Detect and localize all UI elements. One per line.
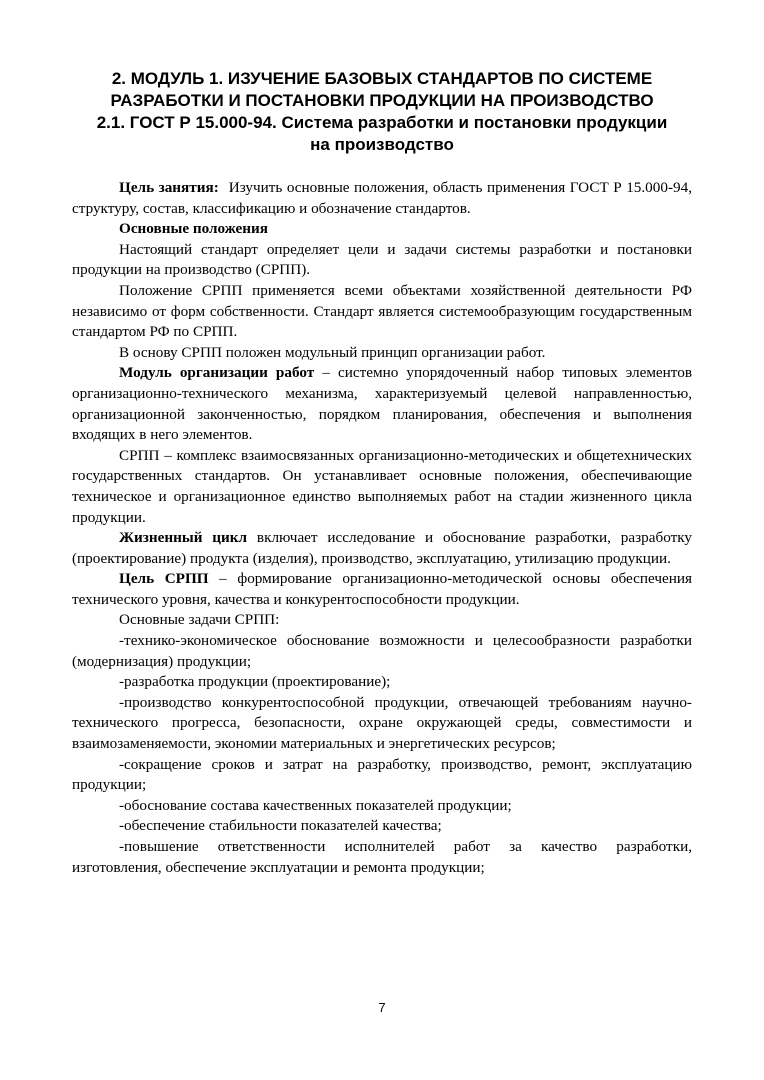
module-label: Модуль организации работ [119,364,315,382]
task-item: -производство конкурентоспособной продукции, отвечающей требованиям научно-технического прогресса, безопасности, охране окружающей среды, совместимости и взаимозаменяемости, экономии материальных и энергетических ресурсов; [72,693,692,753]
section-heading [72,68,692,156]
heading-line-3: 2.1. ГОСТ Р 15.000-94. Система разработки и постановки продукции [96,113,668,132]
lifecycle-paragraph [72,528,692,569]
task-item: -повышение ответственности исполнителей работ за качество разработки, изготовления, обеспечение эксплуатации и ремонта продукции; [72,838,692,876]
module-text: – системно упорядоченный набор типовых элементов организационно-технического механизма, характеризуемый целевой направленностью, организационной законченностью, порядком планирования, обеспечения и выполнения входящих в него элементов. [72,364,693,444]
paragraph-5: СРПП – комплекс взаимосвязанных организационно-методических и общетехнических государственных стандартов. Он устанавливает основные положения, обеспечивающие техническое и организационное единство выполняемых работ на стадии жизненного цикла продукции. [72,446,692,526]
body-text [72,178,692,878]
module-paragraph [72,363,692,445]
task-item: -разработка продукции (проектирование); [119,673,391,691]
goal-label: Цель занятия: [119,179,219,196]
basics-heading [72,219,692,240]
heading-line-1: 2. МОДУЛЬ 1. ИЗУЧЕНИЕ БАЗОВЫХ СТАНДАРТОВ ПО СИСТЕМЕ [111,69,653,88]
srpp-goal-text: – формирование организационно-методической основы обеспечения технического уровня, качества и конкурентоспособности продукции. [72,570,692,608]
task-item: -обеспечение стабильности показателей качества; [119,817,442,835]
paragraph-3: В основу СРПП положен модульный принцип организации работ. [119,343,546,361]
srpp-goal-label: Цель СРПП [119,570,209,588]
task-item: -обоснование состава качественных показателей продукции; [119,796,512,814]
heading-line-4: на производство [310,135,454,154]
task-item: -сокращение сроков и затрат на разработку, производство, ремонт, эксплуатацию продукции; [72,755,692,794]
goal-text: Изучить основные положения, область применения ГОСТ Р 15.000-94, структуру, состав, классификацию и обозначение стандартов. [72,179,692,217]
basics-heading-text: Основные положения [119,220,269,238]
tasks-intro: Основные задачи СРПП: [119,611,280,629]
goal-paragraph [72,178,692,219]
heading-line-2: РАЗРАБОТКИ И ПОСТАНОВКИ ПРОДУКЦИИ НА ПРОИЗВОДСТВО [110,91,654,110]
lifecycle-text: включает исследование и обоснование разработки, разработку (проектирование) продукта (изделия), производство, эксплуатацию, утилизацию продукции. [72,529,692,567]
lifecycle-label: Жизненный цикл [119,529,248,547]
srpp-goal-paragraph [72,569,692,610]
task-item: -технико-экономическое обоснование возможности и целесообразности разработки (модернизация) продукции; [72,632,692,670]
page-number: 7 [378,1000,386,1015]
paragraph-2: Положение СРПП применяется всеми объектами хозяйственной деятельности РФ независимо от форм собственности. Стандарт является системообразующим государственным стандартом РФ по СРПП. [72,281,692,341]
paragraph-1: Настоящий стандарт определяет цели и задачи системы разработки и постановки продукции на производство (СРПП). [72,240,692,279]
